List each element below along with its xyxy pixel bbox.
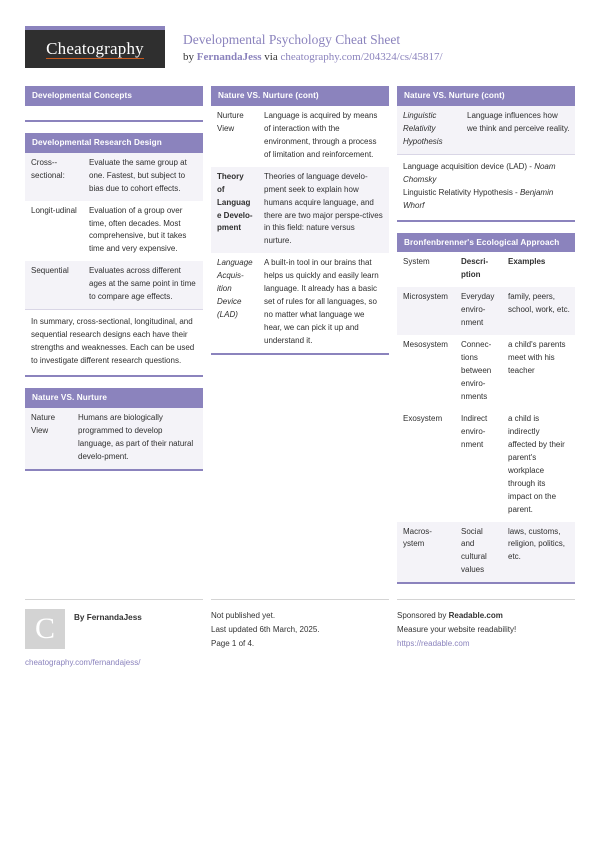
publish-status: Not published yet. xyxy=(211,611,276,621)
avatar: C xyxy=(25,609,65,649)
cell-description: Connec-tions between enviro-nments xyxy=(455,335,502,409)
table-row xyxy=(397,106,575,154)
nature-nurture-cont-table xyxy=(211,106,389,353)
columns-container xyxy=(25,86,575,595)
source-url-link[interactable]: cheatography.com/204324/cs/45817/ xyxy=(280,51,443,64)
note-line2-name: Benjamin Whorf xyxy=(403,187,554,210)
cell-system: Microsystem xyxy=(397,287,455,335)
cell-system: Exosystem xyxy=(397,409,455,522)
column-header-system: System xyxy=(397,252,455,287)
cell-system: Mesosystem xyxy=(397,335,455,409)
card-title: Nature VS. Nurture (cont) xyxy=(211,86,389,106)
column-3 xyxy=(397,86,575,595)
card-nature-vs-nurture xyxy=(25,388,203,471)
card-note xyxy=(397,154,575,220)
card-developmental-concepts xyxy=(25,86,203,122)
sponsor-url-line xyxy=(397,637,575,651)
byline-author[interactable]: FernandaJess xyxy=(196,51,262,64)
cell-examples: a child is indirectly affected by their parent's workplace through its impact on the parent. xyxy=(502,409,575,522)
column-2 xyxy=(211,86,389,366)
cell-examples: a child's parents meet with his teacher xyxy=(502,335,575,409)
sponsor-line xyxy=(397,609,575,623)
table-row xyxy=(211,167,389,254)
table-row xyxy=(25,261,203,309)
table-row xyxy=(397,335,575,409)
page-header xyxy=(25,26,575,74)
row-value: Language is acquired by means of interaction with the environment, through a process of limitation and reinforcement. xyxy=(258,106,389,167)
row-key: Language Acquis-ition Device (LAD) xyxy=(211,253,258,353)
footer-publish-block xyxy=(211,599,389,667)
row-key: Cross--sectional: xyxy=(25,153,83,201)
byline-via-label: via xyxy=(264,51,278,64)
row-value: Evaluate the same group at one. Fastest, but subject to bias due to cohort effects. xyxy=(83,153,203,201)
author-profile-link[interactable]: cheatography.com/fernandajess/ xyxy=(25,658,141,668)
column-header-description: Descri-ption xyxy=(455,252,502,287)
page-title: Developmental Psychology Cheat Sheet xyxy=(183,32,401,47)
table-row xyxy=(211,106,389,167)
sponsor-prefix: Sponsored by xyxy=(397,611,449,621)
card-title: Bronfenbrenner's Ecological Approach xyxy=(397,233,575,253)
table-row xyxy=(397,287,575,335)
note-line2-prefix: Linguistic Relativity Hypothesis - xyxy=(403,187,520,197)
table-row xyxy=(211,253,389,353)
row-key: Nature View xyxy=(25,408,72,469)
card-developmental-research-design xyxy=(25,133,203,377)
row-value: A built-in tool in our brains that helps us quickly and easily learn language. It already has a basic set of rules for all languages, so no matter what language we hear, we can pick it up and understand it. xyxy=(258,253,389,353)
table-header-row xyxy=(397,252,575,287)
row-key: Nurture View xyxy=(211,106,258,167)
cell-examples: family, peers, school, work, etc. xyxy=(502,287,575,335)
cell-description: Indirect enviro-nment xyxy=(455,409,502,522)
cell-system: Macros-ystem xyxy=(397,522,455,583)
table-row xyxy=(25,153,203,201)
column-1 xyxy=(25,86,203,482)
note-line1-prefix: Language acquisition device (LAD) - xyxy=(403,161,535,171)
nature-nurture-table xyxy=(25,408,203,469)
last-updated: Last updated 6th March, 2025. xyxy=(211,625,320,635)
row-value: Humans are biologically programmed to develop language, as part of their natural develo-pment. xyxy=(72,408,203,469)
cell-description: Everyday enviro-nment xyxy=(455,287,502,335)
table-row xyxy=(25,408,203,469)
sponsor-name: Readable.com xyxy=(448,611,503,621)
table-row xyxy=(397,409,575,522)
sponsor-url-link[interactable]: https://readable.com xyxy=(397,638,470,648)
table-row xyxy=(25,201,203,262)
column-header-examples: Examples xyxy=(502,252,575,287)
cheatography-logo[interactable] xyxy=(25,26,165,68)
author-row xyxy=(25,609,203,649)
card-body-empty xyxy=(25,106,203,120)
table-row xyxy=(397,522,575,583)
note-line1-name: Noam Chomsky xyxy=(403,161,556,184)
cell-description: Social and cultural values xyxy=(455,522,502,583)
card-title: Nature VS. Nurture xyxy=(25,388,203,408)
bronfenbrenner-table xyxy=(397,252,575,582)
byline-by-label: by xyxy=(183,51,194,64)
row-value: Evaluation of a group over time, often decades. Most comprehensive, but it takes time and very expensive. xyxy=(83,201,203,262)
card-nature-vs-nurture-cont-2 xyxy=(397,86,575,222)
row-key: Theory of Language Develo-pment xyxy=(211,167,258,254)
footer-by-author: By FernandaJess xyxy=(74,613,142,623)
row-value: Evaluates across different ages at the same point in time to compare age effects. xyxy=(83,261,203,309)
card-title: Developmental Research Design xyxy=(25,133,203,153)
row-value: Language influences how we think and perceive reality. xyxy=(461,106,575,154)
row-key: Linguistic Relativity Hypothesis xyxy=(397,106,461,154)
cheatography-logo-text: Cheatography xyxy=(46,38,144,58)
footer-sponsor-block xyxy=(397,599,575,667)
page-info: Page 1 of 4. xyxy=(211,638,255,648)
card-nature-vs-nurture-cont-1 xyxy=(211,86,389,355)
research-design-table xyxy=(25,153,203,310)
row-key: Sequential xyxy=(25,261,83,309)
card-bronfenbrenner-ecological-approach xyxy=(397,233,575,585)
card-note: In summary, cross-sectional, longitudinal, and sequential research designs each have their strengths and weaknesses. Each can be used to investigate different research questions. xyxy=(25,309,203,375)
row-key: Longit-udinal xyxy=(25,201,83,262)
linguistic-relativity-table xyxy=(397,106,575,154)
footer-author-block xyxy=(25,599,203,667)
byline xyxy=(183,51,443,63)
cell-examples: laws, customs, religion, politics, etc. xyxy=(502,522,575,583)
row-value: Theories of language develo-pment seek to explain how humans acquire language, and there are two major perspe-ctives in this field: nature versus nurture. xyxy=(258,167,389,254)
card-title: Developmental Concepts xyxy=(25,86,203,106)
card-title: Nature VS. Nurture (cont) xyxy=(397,86,575,106)
page-footer xyxy=(25,599,575,667)
sponsor-tagline: Measure your website readability! xyxy=(397,625,517,635)
header-text-block xyxy=(165,26,443,63)
